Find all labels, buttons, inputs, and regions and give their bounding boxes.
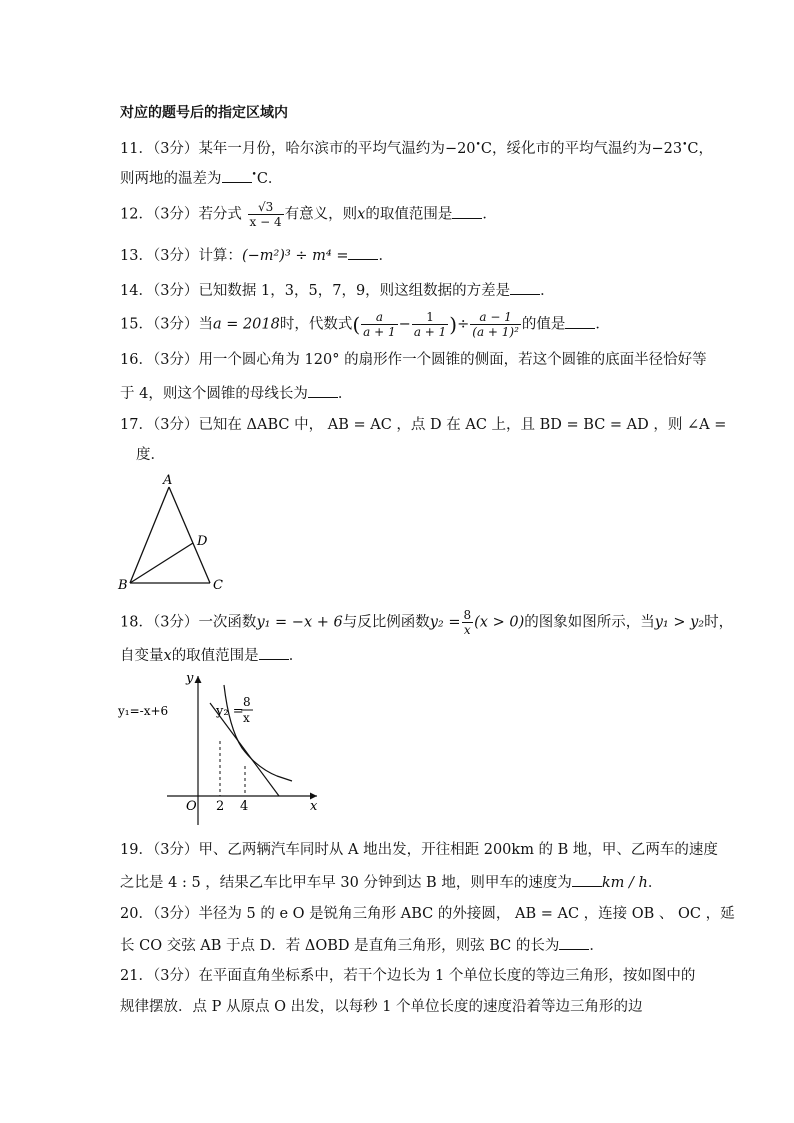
question-17: 17．（3分）已知在 ΔABC 中， AB = AC ，点 D 在 AC 上，且 BD = BC = AD ，则 ∠A = [120,417,727,433]
question-20-line2: 长 CO 交弦 AB 于点 D．若 ΔOBD 是直角三角形，则弦 BC 的长为 ． [120,935,604,956]
answer-blank[interactable] [565,314,595,329]
question-16-line2: 于 4，则这个圆锥的母线长为 ． [120,383,352,404]
vertex-label-d: D [197,534,208,549]
question-15: 15．（3分）当a = 2018时，代数式( $\frac{a}{a + 1}$ − $\frac{1}{a + 1}$ )÷ $\frac{a - 1}{\text{(a + 1)²}}$ 的值是 ． [120,310,610,339]
fraction: $\frac{1}{a + 1}$ [413,310,447,339]
q12-number: 12．（3分） [120,206,199,223]
x-axis-label: x [310,799,318,814]
question-19: 19．（3分）甲、乙两辆汽车同时从 A 地出发，开往相距 200km 的 B 地，甲、乙两车的速度 [120,842,718,858]
question-18-line2: 自变量x的取值范围是 ． [120,645,303,666]
answer-blank[interactable] [572,872,602,887]
answer-blank[interactable] [222,168,252,183]
q20-number: 20．（3分） [120,906,199,922]
y-axis-label: y [186,671,194,686]
question-21-line2: 规律摆放．点 P 从原点 O 出发，以每秒 1 个单位长度的速度沿着等边三角形的边 [120,999,643,1015]
fraction: $\frac{a}{a + 1}$ [363,310,396,339]
question-20: 20．（3分）半径为 5 的 e O 是锐角三角形 ABC 的外接圆， AB = AC ，连接 OB 、 OC ，延 [120,906,735,922]
answer-blank[interactable] [308,383,338,398]
label-y2: y₂ = [216,704,244,719]
origin-label: O [186,799,197,814]
tick-label-4: 4 [240,799,249,814]
q11-number: 11．（3分） [120,140,199,157]
question-17-line2: 度． [136,447,165,463]
label-y1: y₁=-x+6 [118,704,169,718]
tick-label-2: 2 [216,799,225,814]
q17-number: 17．（3分） [120,417,199,433]
question-21: 21．（3分）在平面直角坐标系中，若干个边长为 1 个单位长度的等边三角形，按如图中的 [120,968,696,984]
q16-number: 16．（3分） [120,352,199,368]
fraction: $\frac{√3}{x - 4}$ [249,200,282,229]
question-12: 12．（3分）若分式 $\frac{√3}{x - 4}$ 有意义，则x的取值范围是 ． [120,200,497,229]
question-11-line2: 则两地的温差为 •C． [120,165,282,189]
fraction: $\frac{a - 1}{\text{(a + 1)²}}$ [472,310,519,339]
q21-number: 21．（3分） [120,968,199,984]
question-11: 11．（3分）某年一月份，哈尔滨市的平均气温约为−20•C，绥化市的平均气温约为−23•C， [120,140,713,157]
question-19-line2: 之比是 4 : 5 ，结果乙车比甲车早 30 分钟到达 B 地，则甲车的速度为 km / h． [120,872,662,893]
answer-blank[interactable] [559,935,589,950]
answer-blank[interactable] [259,645,289,660]
question-13: 13．（3分）计算：(−m²)³ ÷ m⁴ = ． [120,245,393,266]
vertex-label-b: B [118,578,128,593]
q18-number: 18．（3分） [120,614,199,631]
fraction: $\frac{8}{x}$ [463,608,472,637]
section-instruction: 对应的题号后的指定区域内 [120,105,288,121]
answer-blank[interactable] [452,204,482,219]
curve-y2 [224,685,292,781]
answer-blank[interactable] [348,245,378,260]
q19-number: 19．（3分） [120,842,199,858]
answer-blank[interactable] [510,280,540,295]
label-y2-den: x [243,711,250,725]
triangle-figure [112,470,232,595]
q14-number: 14．（3分） [120,283,199,299]
question-16: 16．（3分）用一个圆心角为 120° 的扇形作一个圆锥的侧面，若这个圆锥的底面半径恰好等 [120,352,707,368]
question-14: 14．（3分）已知数据 1，3，5，7，9，则这组数据的方差是 ． [120,280,555,301]
vertex-label-a: A [163,473,173,488]
q15-number: 15．（3分） [120,316,199,333]
question-18: 18．（3分）一次函数y₁ = −x + 6与反比例函数y₂ = $\frac{8}{x}$ (x > 0)的图象如图所示，当y₁ > y₂时， [120,608,734,637]
label-y2-num: 8 [243,695,251,709]
vertex-label-c: C [213,578,223,593]
q13-number: 13．（3分） [120,248,199,264]
function-graph [112,668,332,828]
